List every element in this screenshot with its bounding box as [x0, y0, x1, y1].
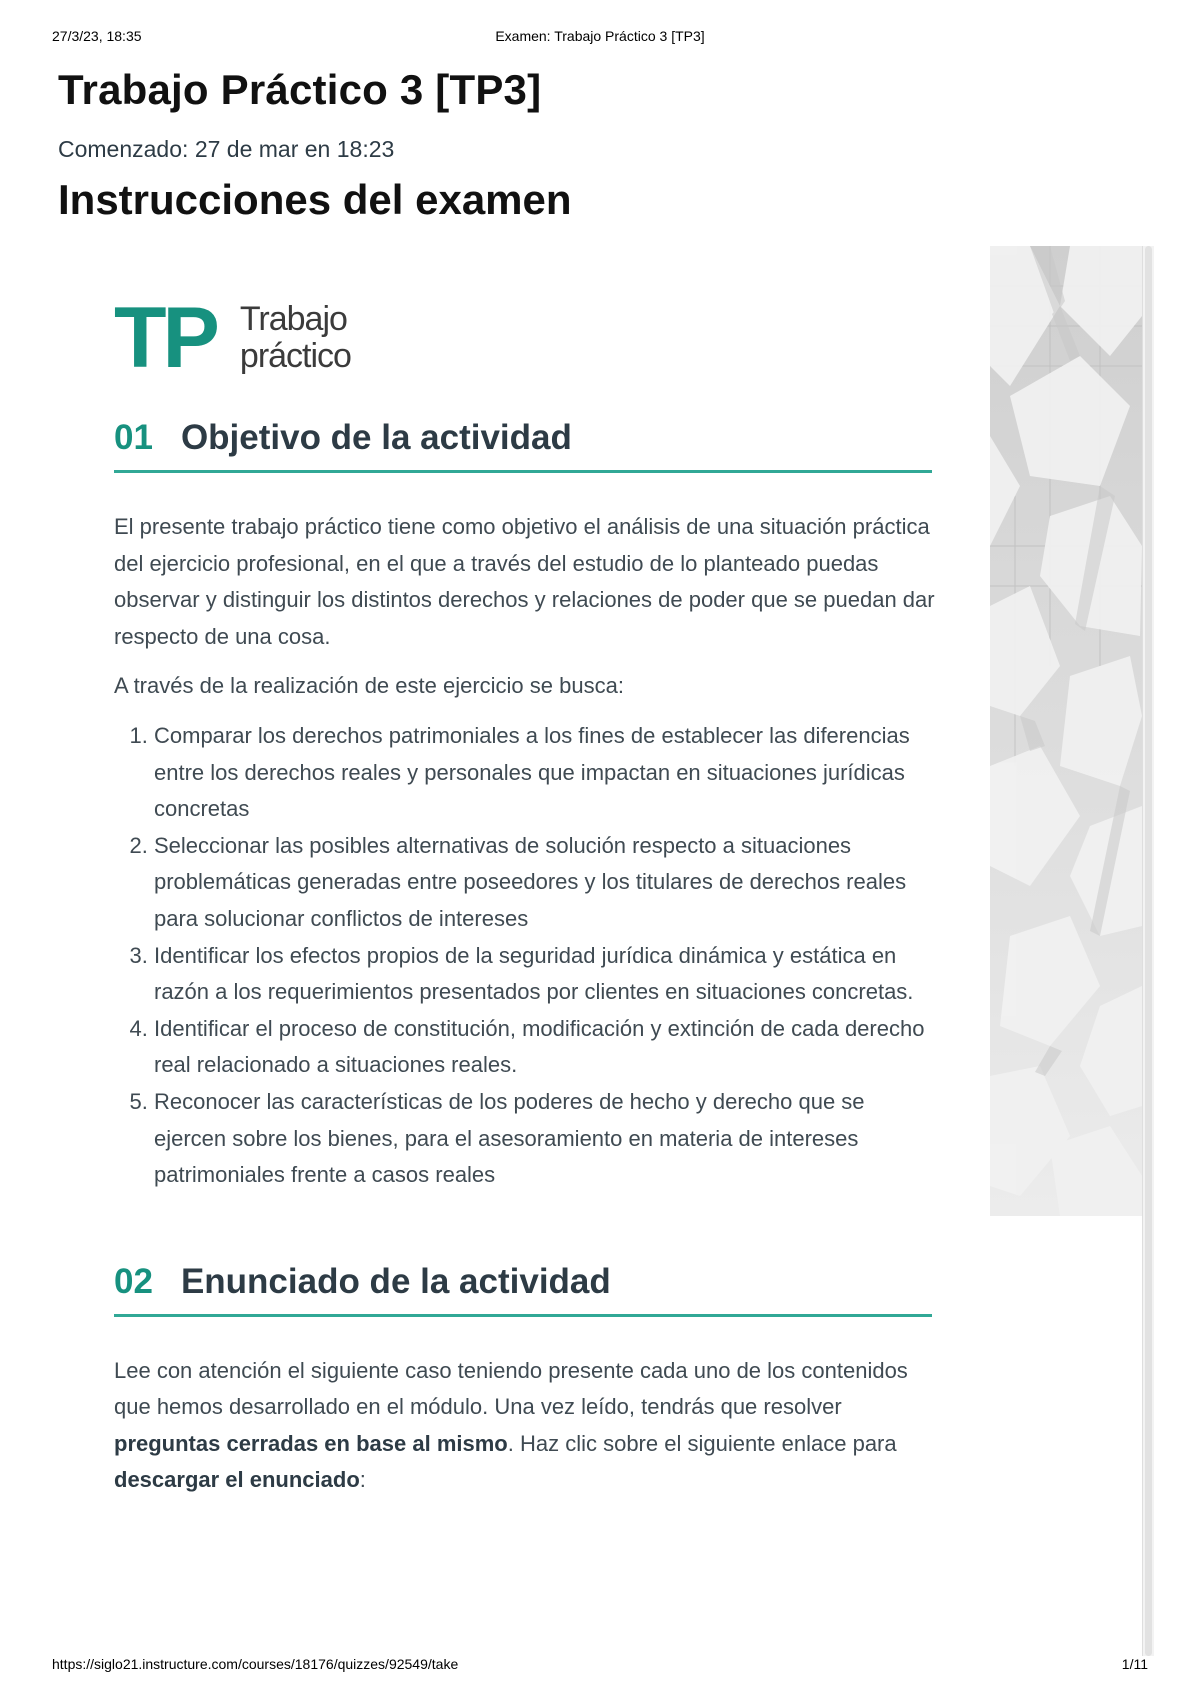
section-2-heading: [114, 1262, 936, 1302]
decorative-architecture-image: [990, 246, 1142, 1216]
statement-bold-2: descargar el enunciado: [114, 1467, 360, 1493]
tp-logo-word-2: práctico: [239, 337, 351, 375]
goal-item: 3. Identificar los efectos propios de la seguridad jurídica dinámica y estática en razón a los requerimientos presentados por clientes en situaciones concretas.: [154, 938, 936, 1011]
started-label: Comenzado:: [58, 136, 189, 162]
page-title: Trabajo Práctico 3 [TP3]: [58, 66, 542, 113]
statement-text-2: . Haz clic sobre el siguiente enlace para: [507, 1430, 897, 1456]
print-url: https://siglo21.instructure.com/courses/18176/quizzes/92549/take: [52, 1656, 459, 1672]
objective-lead: A través de la realización de este ejercicio se busca:: [114, 673, 624, 699]
tp-logo-words: [240, 301, 351, 375]
started-value: 27 de mar en 18:23: [194, 136, 395, 162]
tp-logo-mark: TP: [114, 290, 216, 386]
print-date: 27/3/23, 18:35: [52, 28, 142, 44]
print-page-title: Examen: Trabajo Práctico 3 [TP3]: [495, 28, 705, 44]
print-footer: [52, 1656, 1148, 1676]
print-header: [52, 28, 1148, 48]
print-page-count: 1/11: [1121, 1656, 1148, 1672]
section-2-divider: [114, 1314, 932, 1317]
statement-bold-1: preguntas cerradas en base al mismo: [114, 1430, 508, 1456]
quiz-started: [58, 136, 394, 163]
section-1-heading: [114, 418, 936, 458]
section-1-title: Objetivo de la actividad: [180, 418, 572, 457]
statement-text-1: Lee con atención el siguiente caso teniendo presente cada uno de los contenidos que hemos desarrollado en el módulo. Una vez leído, tendrás que resolver: [114, 1357, 908, 1420]
goal-item: 2. Seleccionar las posibles alternativas de solución respecto a situaciones problemáticas generadas entre poseedores y los titulares de derechos reales para solucionar conflictos de intereses: [154, 828, 936, 938]
section-1-number: 01: [114, 418, 153, 457]
statement-text-3: :: [359, 1467, 366, 1493]
goals-list: [114, 718, 936, 1194]
decorative-lattice-graphic: [990, 246, 1142, 1216]
tp-logo-word-1: Trabajo: [239, 300, 347, 338]
goal-item: 5. Reconocer las características de los poderes de hecho y derecho que se ejercen sobre los bienes, para el asesoramiento en materia de intereses patrimoniales frente a casos reales: [154, 1084, 936, 1194]
goal-item: 4. Identificar el proceso de constitución, modificación y extinción de cada derecho real relacionado a situaciones reales.: [154, 1011, 936, 1084]
section-2-title: Enunciado de la actividad: [180, 1261, 611, 1301]
instructions-content: [114, 290, 936, 1499]
scrollbar-thumb[interactable]: [1145, 246, 1152, 1656]
goal-item: 1. Comparar los derechos patrimoniales a los fines de establecer las diferencias entre los derechos reales y personales que impactan en situaciones jurídicas concretas: [154, 718, 936, 828]
tp-logo: [114, 290, 936, 386]
section-2-number: 02: [114, 1261, 153, 1301]
objective-paragraph: El presente trabajo práctico tiene como objetivo el análisis de una situación práctica del ejercicio profesional, en el que a través del estudio de lo planteado puedas observar y distinguir los distintos derechos y relaciones de poder que se puedan dar respecto de una cosa.: [114, 514, 935, 649]
instructions-heading: Instrucciones del examen: [58, 176, 572, 223]
scrollbar[interactable]: [1142, 246, 1154, 1656]
section-1-divider: [114, 470, 932, 473]
statement-paragraph: [114, 1353, 936, 1499]
